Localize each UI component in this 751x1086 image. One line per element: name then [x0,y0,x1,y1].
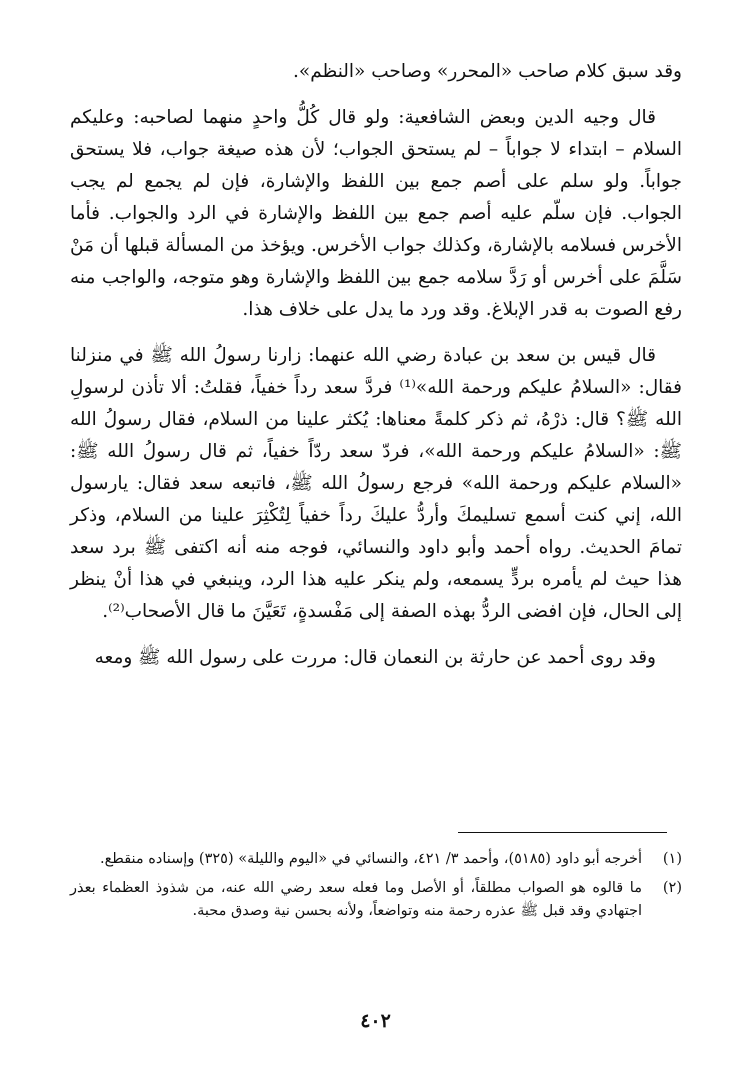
page-number: ٤٠٢ [360,1010,391,1032]
footnote-text: أخرجه أبو داود (٥١٨٥)، وأحمد ٣/ ٤٢١، والنسائي في «اليوم والليلة» (٣٢٥) وإسناده منقطع. [99,851,642,867]
paragraph-3: قال قيس بن سعد بن عبادة رضي الله عنهما: زارنا رسولُ الله ﷺ في منزلنا فقال: «السلامُ عليكم ورحمة الله»⁽¹⁾ فردَّ سعد رداً خفياً، فقلتُ: ألا تأذن لرسولِ الله ﷺ؟ قال: ذرْهُ، ثم ذكر كلمةً معناها: يُكثر علينا من السلام، فقال رسولُ الله ﷺ: «السلامُ عليكم ورحمة الله»، فردّ سعد ردّاً خفياً، ثم قال رسولُ الله ﷺ: «السلام عليكم ورحمة الله» فرجع رسولُ الله ﷺ، فاتبعه سعد فقال: يارسول الله، إني كنت أسمع تسليمكَ وأردُّ عليكَ رداً خفياً لِتُكْثِرَ علينا من السلام، وذكر تمامَ الحديث. رواه أحمد وأبو داود والنسائي، فوجه منه أنه اكتفى ﷺ برد سعد هذا حيث لم يأمره بردٍّ يسمعه، ولم ينكر عليه هذا الرد، وينبغي في هذا أنْ ينظر إلى الحال، فإن افضى الردُّ بهذه الصفة إلى مَفْسدةٍ، تَعَيَّنَ ما قال الأصحاب⁽²⁾. [70,345,682,622]
footnotes [70,848,682,929]
footnote-divider [458,832,667,833]
footnote-number: (١) [662,851,682,867]
footnote-1 [70,848,682,871]
footnote-2 [70,877,682,923]
footnote-number: (٢) [662,880,682,896]
paragraph-2: قال وجيه الدين وبعض الشافعية: ولو قال كُلُّ واحدٍ منهما لصاحبه: وعليكم السلام – ابتداء لا جواباً – لم يستحق الجواب؛ لأن هذه صيغة جواب، فلا يستحق جواباً. ولو سلم على أصم جمع بين اللفظ والإشارة، فإن لم يجمع لم يجب الجواب. فإن سلّم عليه أصم جمع بين اللفظ والإشارة في الرد والجواب. فأما الأخرس فسلامه بالإشارة، وكذلك جواب الأخرس. ويؤخذ من المسألة قبلها أن مَنْ سَلَّمَ على أخرس أو رَدَّ سلامه جمع بين اللفظ والإشارة وهو متوجه، والواجب منه رفع الصوت به قدر الإبلاغ. وقد ورد ما يدل على خلاف هذا. [70,107,682,320]
paragraph-4: وقد روى أحمد عن حارثة بن النعمان قال: مررت على رسول الله ﷺ ومعه [94,647,656,668]
paragraph-1: وقد سبق كلام صاحب «المحرر» وصاحب «النظم». [293,61,682,82]
footnote-text: ما قالوه هو الصواب مطلقاً، أو الأصل وما فعله سعد رضي الله عنه، من شذوذ العظماء بعذر اجتهادي وقد قبل ﷺ عذره رحمة منه وتواضعاً، ولأنه بحسن نية وصدق محبة. [70,880,642,919]
main-text [70,56,682,688]
